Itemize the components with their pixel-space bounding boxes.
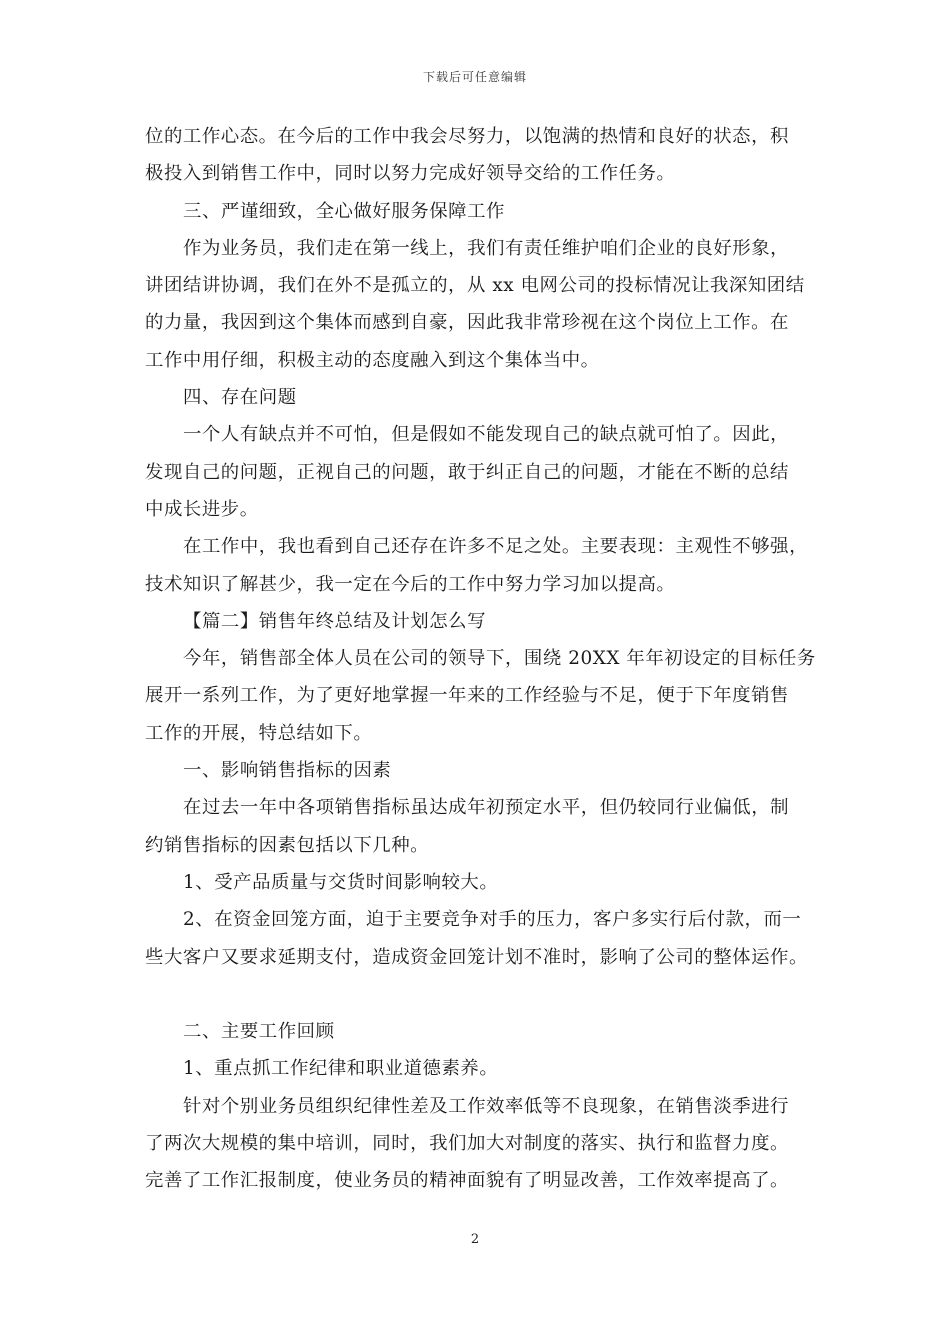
- paragraph-line: 工作的开展，特总结如下。: [145, 722, 373, 744]
- paragraph-line: 的力量，我因到这个集体而感到自豪，因此我非常珍视在这个岗位上工作。在: [145, 312, 789, 334]
- paragraph-line: 工作中用仔细，积极主动的态度融入到这个集体当中。: [145, 349, 600, 371]
- paragraph-line: 一个人有缺点并不可怕，但是假如不能发现自己的缺点就可怕了。因此，: [183, 424, 790, 446]
- paragraph-line: 了两次大规模的集中培训，同时，我们加大对制度的落实、执行和监督力度。: [145, 1133, 789, 1155]
- paragraph-line: 发现自己的问题，正视自己的问题，敢于纠正自己的问题，才能在不断的总结: [145, 461, 789, 483]
- chapter-heading: 【篇二】销售年终总结及计划怎么写: [183, 610, 487, 632]
- paragraph-line: 讲团结讲协调，我们在外不是孤立的，从 xx 电网公司的投标情况让我深知团结: [145, 275, 805, 297]
- document-body: [145, 118, 816, 1200]
- section-heading: 二、主要工作回顾: [183, 1021, 335, 1043]
- list-item: 2、在资金回笼方面，迫于主要竞争对手的压力，客户多实行后付款，而一: [183, 909, 802, 931]
- paragraph-line: 极投入到销售工作中，同时以努力完成好领导交给的工作任务。: [145, 163, 676, 185]
- paragraph-line: 作为业务员，我们走在第一线上，我们有责任维护咱们企业的良好形象，: [183, 237, 790, 259]
- paragraph-line: 技术知识了解甚少，我一定在今后的工作中努力学习加以提高。: [145, 573, 676, 595]
- paragraph-line: 些大客户又要求延期支付，造成资金回笼计划不准时，影响了公司的整体运作。: [145, 946, 808, 968]
- section-heading: 一、影响销售指标的因素: [183, 760, 392, 782]
- paragraph-line: 今年，销售部全体人员在公司的领导下，围绕 20XX 年年初设定的目标任务: [183, 648, 816, 670]
- page-header: 下载后可任意编辑: [422, 70, 527, 84]
- paragraph-line: 针对个别业务员组织纪律性差及工作效率低等不良现象，在销售淡季进行: [183, 1095, 790, 1117]
- paragraph-line: 在过去一年中各项销售指标虽达成年初预定水平，但仍较同行业偏低，制: [183, 797, 790, 819]
- section-heading: 四、存在问题: [183, 387, 297, 409]
- paragraph-line: 在工作中，我也看到自己还存在许多不足之处。主要表现：主观性不够强，: [183, 536, 809, 558]
- list-item: 1、重点抓工作纪律和职业道德素养。: [183, 1058, 499, 1080]
- section-heading: 三、严谨细致，全心做好服务保障工作: [183, 200, 505, 222]
- blank-line: [145, 976, 810, 1013]
- list-item: 1、受产品质量与交货时间影响较大。: [183, 871, 499, 893]
- paragraph-line: 展开一系列工作，为了更好地掌握一年来的工作经验与不足，便于下年度销售: [145, 685, 789, 707]
- page-number: 2: [470, 1232, 480, 1247]
- paragraph-line: 位的工作心态。在今后的工作中我会尽努力，以饱满的热情和良好的状态，积: [145, 126, 789, 147]
- paragraph-line: 约销售指标的因素包括以下几种。: [145, 834, 430, 856]
- paragraph-line: 完善了工作汇报制度，使业务员的精神面貌有了明显改善，工作效率提高了。: [145, 1170, 789, 1192]
- paragraph-line: 中成长进步。: [145, 498, 259, 520]
